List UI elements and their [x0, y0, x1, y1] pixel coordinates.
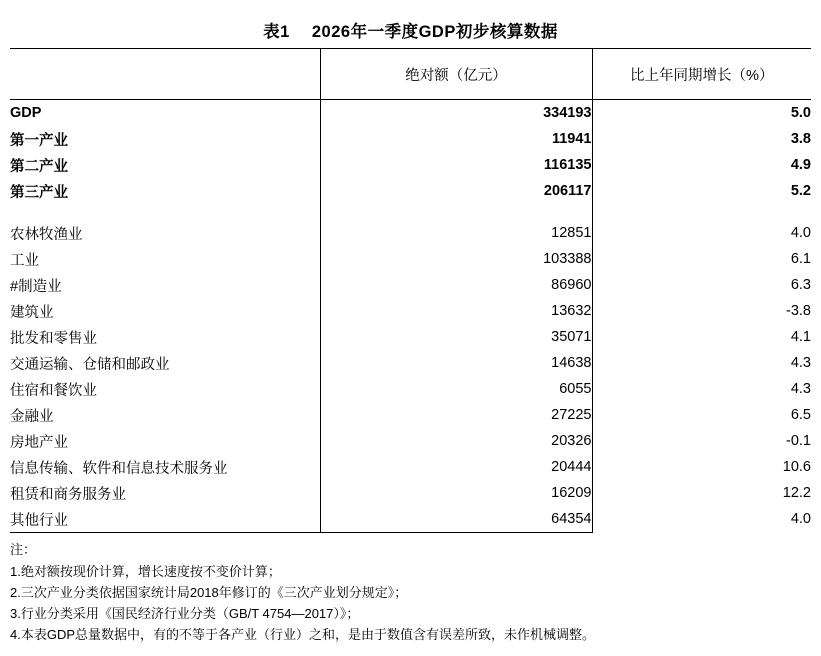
row-absolute-value: 14638 — [320, 350, 592, 376]
row-absolute-value: 13632 — [320, 298, 592, 324]
table-row — [10, 350, 811, 376]
row-growth-value: -0.1 — [786, 433, 811, 449]
row-absolute-value: 334193 — [320, 100, 592, 127]
row-label: 农林牧渔业 — [10, 220, 320, 246]
row-label: 租赁和商务服务业 — [10, 480, 320, 506]
row-growth-value: 12.2 — [782, 485, 811, 501]
row-growth-value: 5.2 — [790, 183, 811, 199]
row-growth-value: 4.0 — [790, 225, 811, 241]
table-number: 表1 — [263, 23, 290, 41]
row-absolute-value: 12851 — [320, 220, 592, 246]
row-absolute-value: 27225 — [320, 402, 592, 428]
row-absolute-value: 16209 — [320, 480, 592, 506]
row-growth-value: 5.0 — [790, 105, 811, 121]
row-label: #制造业 — [10, 272, 320, 298]
table-header — [10, 49, 811, 100]
table-row — [10, 100, 811, 127]
row-absolute-value: 206117 — [320, 178, 592, 204]
row-growth-value: 3.8 — [790, 131, 811, 147]
table-row — [10, 220, 811, 246]
table-row — [10, 428, 811, 454]
table-row — [10, 178, 811, 204]
row-label: 第一产业 — [10, 126, 320, 152]
row-label: 信息传输、软件和信息技术服务业 — [10, 454, 320, 480]
note-item: 2.三次产业分类依据国家统计局2018年修订的《三次产业划分规定》； — [10, 585, 408, 600]
notes-block — [10, 533, 811, 645]
row-absolute-value: 86960 — [320, 272, 592, 298]
spacer-cell — [10, 204, 320, 220]
row-absolute-value: 20444 — [320, 454, 592, 480]
row-label: 金融业 — [10, 402, 320, 428]
row-growth-value: 6.3 — [790, 277, 811, 293]
row-growth-value: 6.5 — [790, 407, 811, 423]
row-absolute-value: 116135 — [320, 152, 592, 178]
row-growth-value: 6.1 — [790, 251, 811, 267]
column-header-name — [10, 49, 320, 100]
gdp-table — [10, 48, 811, 533]
row-growth-value: 4.9 — [790, 157, 811, 173]
spacer-cell — [320, 204, 592, 220]
table-row — [10, 480, 811, 506]
row-absolute-value: 20326 — [320, 428, 592, 454]
row-growth-value: 4.3 — [790, 381, 811, 397]
row-label: 房地产业 — [10, 428, 320, 454]
row-growth-value: -3.8 — [786, 303, 811, 319]
table-row — [10, 298, 811, 324]
row-absolute-value: 11941 — [320, 126, 592, 152]
row-label: 工业 — [10, 246, 320, 272]
table-row — [10, 454, 811, 480]
row-absolute-value: 35071 — [320, 324, 592, 350]
table-row — [10, 324, 811, 350]
table-row — [10, 376, 811, 402]
row-label: 交通运输、仓储和邮政业 — [10, 350, 320, 376]
spacer-cell — [592, 204, 811, 220]
page-title — [10, 0, 811, 48]
table-row — [10, 506, 811, 533]
notes-label: 注： — [10, 542, 37, 557]
table-spacer-row — [10, 204, 811, 220]
row-label: 住宿和餐饮业 — [10, 376, 320, 402]
row-growth-value: 10.6 — [782, 459, 811, 475]
row-label: 其他行业 — [10, 506, 320, 533]
table-row — [10, 402, 811, 428]
column-header-absolute: 绝对额（亿元） — [320, 49, 592, 100]
row-growth-value: 4.0 — [790, 511, 811, 528]
row-growth-value: 4.1 — [790, 329, 811, 345]
table-row — [10, 152, 811, 178]
row-growth-value: 4.3 — [790, 355, 811, 371]
row-absolute-value: 103388 — [320, 246, 592, 272]
note-item: 4.本表GDP总量数据中，有的不等于各产业（行业）之和，是由于数值含有误差所致，未作机械调整。 — [10, 627, 596, 642]
note-item: 3.行业分类采用《国民经济行业分类（GB/T 4754—2017）》； — [10, 606, 360, 621]
table-row — [10, 126, 811, 152]
row-absolute-value: 6055 — [320, 376, 592, 402]
note-item: 1.绝对额按现价计算，增长速度按不变价计算； — [10, 564, 281, 579]
table-body — [10, 100, 811, 533]
row-label: GDP — [10, 100, 320, 127]
table-row — [10, 272, 811, 298]
row-label: 第三产业 — [10, 178, 320, 204]
row-label: 批发和零售业 — [10, 324, 320, 350]
column-header-growth: 比上年同期增长（%） — [592, 49, 811, 100]
row-label: 建筑业 — [10, 298, 320, 324]
row-absolute-value: 64354 — [320, 506, 592, 533]
row-label: 第二产业 — [10, 152, 320, 178]
table-row — [10, 246, 811, 272]
title-text: 2026年一季度GDP初步核算数据 — [311, 23, 558, 41]
